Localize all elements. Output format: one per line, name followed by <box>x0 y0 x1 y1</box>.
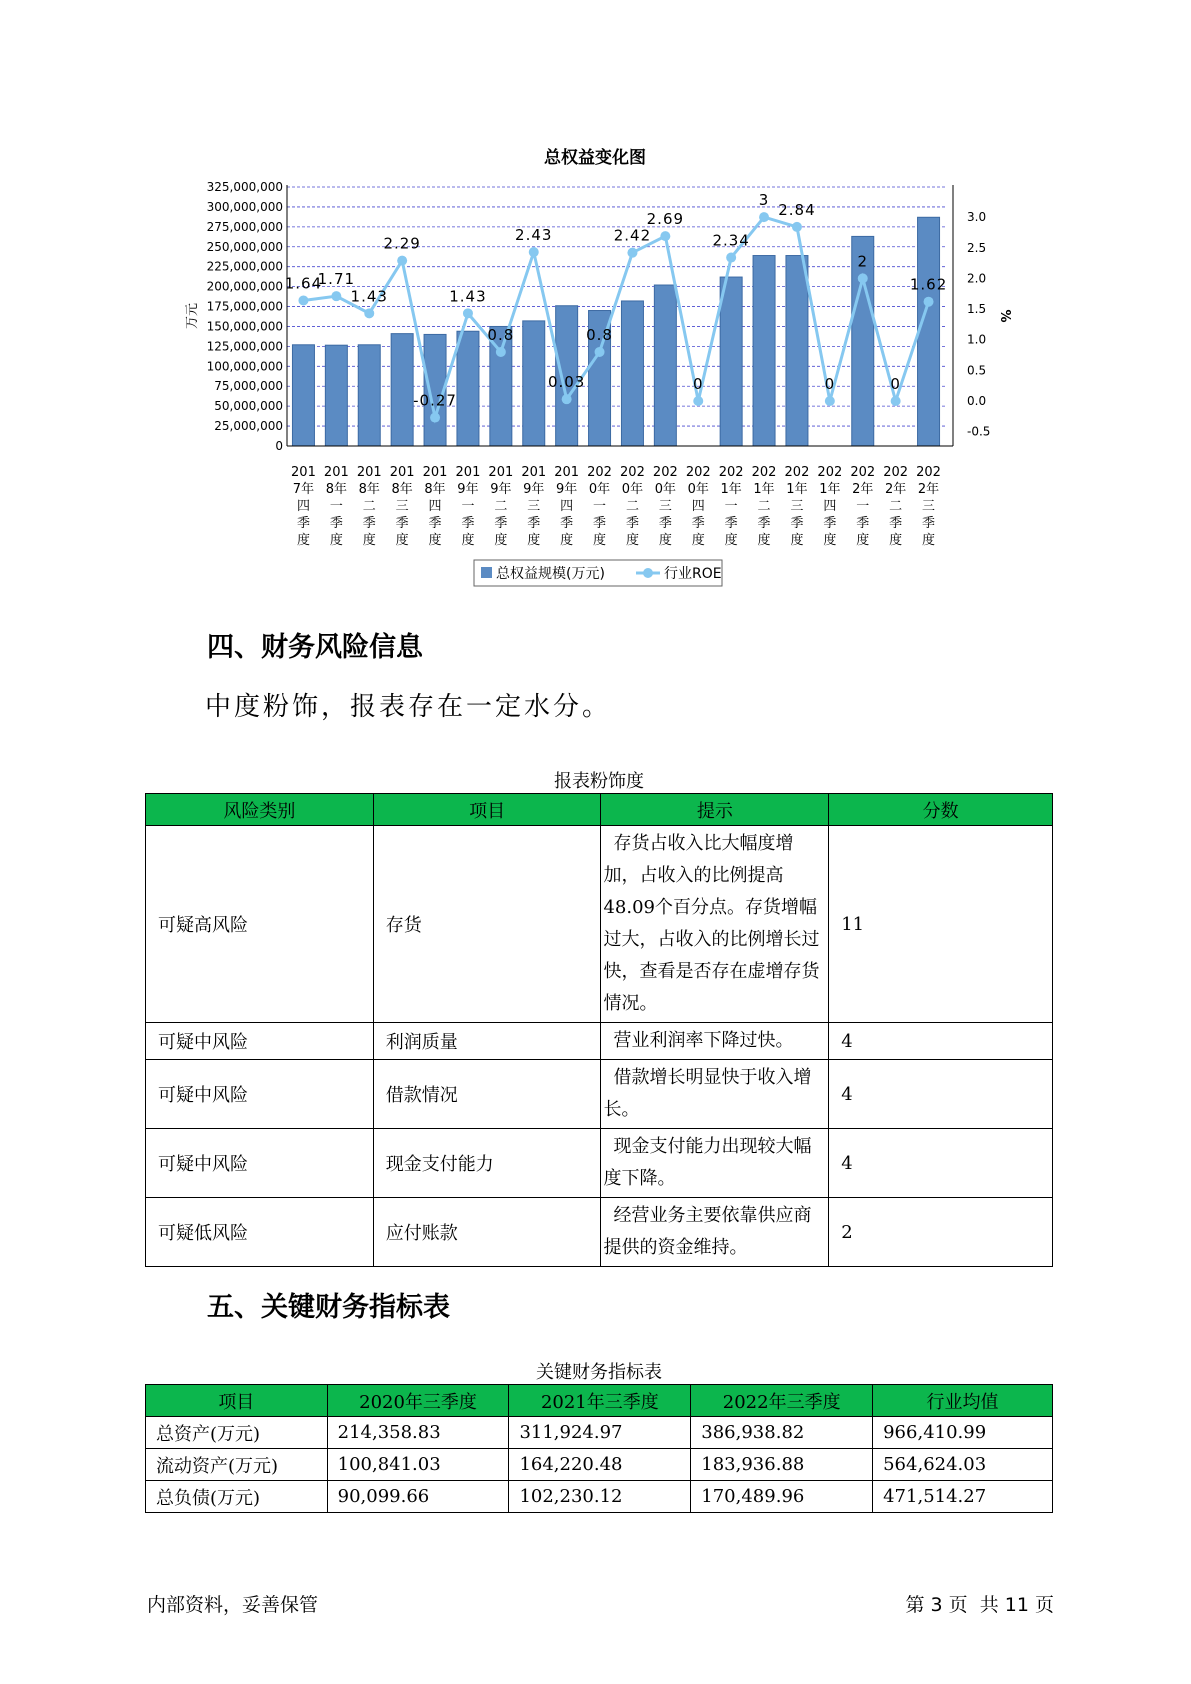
bar <box>358 345 380 446</box>
roe-data-label: 2.84 <box>778 200 816 219</box>
col-header: 风险类别 <box>146 794 374 826</box>
roe-point <box>660 231 670 241</box>
bar <box>720 277 742 446</box>
risk-item: 现金支付能力 <box>373 1129 601 1198</box>
risk-category: 可疑高风险 <box>146 826 374 1023</box>
table-row <box>146 1481 1053 1513</box>
roe-point <box>693 396 703 406</box>
x-tick-label: 202 1年二季度 <box>751 465 777 548</box>
y2-axis-title: % <box>997 309 1012 323</box>
risk-tip: 存货占收入比大幅度增加，占收入的比例提高48.09个百分点。存货增幅过大，占收入的比例增长过快，查看是否存在虚增存货情况。 <box>601 826 829 1023</box>
roe-data-label: 0 <box>890 375 901 393</box>
roe-data-label: 1.71 <box>317 270 356 289</box>
col-header: 2021年三季度 <box>509 1385 691 1417</box>
roe-data-label: 2.42 <box>613 226 652 245</box>
risk-score: 4 <box>829 1060 1053 1129</box>
roe-data-label: 0.8 <box>586 325 613 344</box>
table-cell: 966,410.99 <box>873 1417 1053 1449</box>
equity-chart <box>0 0 1191 600</box>
x-tick-label: 201 8年三季度 <box>389 465 415 548</box>
roe-point <box>430 413 440 423</box>
roe-point <box>825 396 835 406</box>
x-tick-label: 202 2年三季度 <box>916 465 941 548</box>
roe-data-label: 0 <box>824 375 836 393</box>
table-row <box>146 1060 1053 1129</box>
fin-table <box>145 1384 1053 1513</box>
x-tick-label: 201 9年二季度 <box>488 465 514 548</box>
col-header: 提示 <box>601 794 829 826</box>
risk-table <box>145 793 1053 1267</box>
x-tick-label: 202 0年二季度 <box>620 465 645 548</box>
table-row <box>146 1198 1053 1267</box>
table-row <box>146 1023 1053 1060</box>
x-tick-label: 202 2年二季度 <box>883 465 909 548</box>
table-cell: 100,841.03 <box>327 1449 509 1481</box>
table-row <box>146 826 1053 1023</box>
y-tick-label: 275,000,000 <box>206 219 283 234</box>
y-tick-label: 25,000,000 <box>214 419 283 434</box>
y-tick-label: 100,000,000 <box>206 359 283 374</box>
col-header: 2020年三季度 <box>327 1385 509 1417</box>
risk-table-header <box>146 794 1053 826</box>
x-tick-label: 202 1年一季度 <box>718 465 744 548</box>
bar <box>753 256 775 446</box>
roe-data-label: 0.03 <box>547 373 586 392</box>
risk-tip: 营业利润率下降过快。 <box>601 1023 829 1060</box>
roe-point <box>364 308 374 318</box>
risk-summary: 中度粉饰，报表存在一定水分。 <box>205 692 612 722</box>
table-cell: 564,624.03 <box>873 1449 1053 1481</box>
bar <box>325 345 347 446</box>
x-tick-label: 201 8年一季度 <box>323 465 349 548</box>
risk-score: 11 <box>829 826 1053 1023</box>
bar <box>786 256 808 446</box>
risk-category: 可疑中风险 <box>146 1129 374 1198</box>
y2-tick-label: 1.0 <box>967 332 987 347</box>
y-tick-label: 250,000,000 <box>206 239 283 254</box>
bar <box>918 217 940 446</box>
risk-item: 利润质量 <box>373 1023 601 1060</box>
y-tick-label: 0 <box>275 439 283 453</box>
legend-label: 总权益规模(万元) <box>496 566 605 582</box>
y2-tick-label: 3.0 <box>967 210 987 225</box>
x-tick-label: 202 0年四季度 <box>685 465 711 548</box>
table-cell: 总资产(万元) <box>146 1417 328 1449</box>
legend-bar-swatch <box>481 567 492 578</box>
x-tick-label: 202 1年四季度 <box>817 465 843 548</box>
y-tick-label: 175,000,000 <box>206 299 283 314</box>
y2-tick-label: 2.0 <box>967 271 987 286</box>
roe-data-label: 2.69 <box>646 210 685 229</box>
roe-data-label: 1.62 <box>909 275 948 294</box>
x-tick-label: 201 9年一季度 <box>455 465 481 548</box>
table-cell: 流动资产(万元) <box>146 1449 328 1481</box>
roe-point <box>891 396 901 406</box>
section5-heading: 五、关键财务指标表 <box>207 1292 450 1323</box>
roe-data-label: 2 <box>857 252 869 271</box>
x-tick-label: 202 0年三季度 <box>652 465 678 548</box>
table-cell: 386,938.82 <box>691 1417 873 1449</box>
roe-data-label: 1.43 <box>350 287 388 306</box>
y-tick-label: 50,000,000 <box>214 399 283 414</box>
roe-data-label: 0 <box>692 375 704 393</box>
x-tick-label: 201 8年四季度 <box>422 465 448 548</box>
x-tick-label: 202 2年一季度 <box>850 465 876 548</box>
roe-data-label: -0.27 <box>413 391 457 410</box>
y-tick-label: 150,000,000 <box>206 319 283 334</box>
roe-data-label: 2.29 <box>383 234 421 253</box>
roe-point <box>331 291 341 301</box>
roe-point <box>529 247 539 257</box>
roe-point <box>496 347 506 357</box>
col-header: 行业均值 <box>873 1385 1053 1417</box>
section4-heading: 四、财务风险信息 <box>207 632 423 663</box>
legend-line-marker <box>643 568 653 578</box>
x-tick-label: 202 1年三季度 <box>784 465 810 548</box>
roe-point <box>792 222 802 232</box>
y-tick-label: 225,000,000 <box>206 259 283 274</box>
roe-point <box>298 295 308 305</box>
chart-title: 总权益变化图 <box>544 148 646 168</box>
roe-point <box>759 212 769 222</box>
roe-data-label: 0.8 <box>487 325 515 344</box>
table-cell: 总负债(万元) <box>146 1481 328 1513</box>
y-axis-title: 万元 <box>185 302 200 330</box>
table-cell: 183,936.88 <box>691 1449 873 1481</box>
risk-category: 可疑中风险 <box>146 1060 374 1129</box>
risk-category: 可疑中风险 <box>146 1023 374 1060</box>
roe-point <box>463 308 473 318</box>
table-cell: 164,220.48 <box>509 1449 691 1481</box>
footer-page-number: 第 3 页 共 11 页 <box>905 1594 1054 1616</box>
roe-data-label: 1.43 <box>449 287 487 306</box>
risk-item: 存货 <box>373 826 601 1023</box>
bar <box>621 301 643 446</box>
y2-tick-label: 0.5 <box>967 363 987 378</box>
fin-table-header <box>146 1385 1053 1417</box>
x-tick-label: 201 7年四季度 <box>291 465 316 548</box>
table-cell: 214,358.83 <box>327 1417 509 1449</box>
x-tick-label: 201 9年四季度 <box>554 465 580 548</box>
col-header: 项目 <box>146 1385 328 1417</box>
roe-data-label: 1.64 <box>284 274 323 293</box>
risk-table-title: 报表粉饰度 <box>554 771 644 792</box>
bar <box>457 331 479 446</box>
y2-tick-label: 0.0 <box>967 394 987 408</box>
y2-tick-label: 2.5 <box>967 240 987 255</box>
bar <box>523 321 545 446</box>
risk-score: 2 <box>829 1198 1053 1267</box>
x-tick-label: 201 9年三季度 <box>521 465 547 548</box>
roe-point <box>595 347 605 357</box>
legend-label: 行业ROE <box>664 566 722 582</box>
risk-score: 4 <box>829 1023 1053 1060</box>
roe-point <box>726 253 736 263</box>
y-tick-label: 325,000,000 <box>206 180 283 194</box>
roe-point <box>858 273 868 283</box>
x-tick-label: 201 8年二季度 <box>356 465 382 548</box>
bar <box>391 334 413 446</box>
table-row <box>146 1417 1053 1449</box>
risk-category: 可疑低风险 <box>146 1198 374 1267</box>
col-header: 项目 <box>373 794 601 826</box>
risk-tip: 经营业务主要依靠供应商提供的资金维持。 <box>601 1198 829 1267</box>
risk-tip: 现金支付能力出现较大幅度下降。 <box>601 1129 829 1198</box>
roe-data-label: 3 <box>758 191 770 210</box>
y2-tick-label: 1.5 <box>967 302 987 317</box>
table-cell: 311,924.97 <box>509 1417 691 1449</box>
risk-score: 4 <box>829 1129 1053 1198</box>
fin-table-title: 关键财务指标表 <box>536 1362 662 1383</box>
roe-point <box>627 248 637 258</box>
y-tick-label: 300,000,000 <box>206 199 283 214</box>
y2-tick-label: -0.5 <box>967 424 991 439</box>
bar <box>654 285 676 446</box>
roe-point <box>562 394 572 404</box>
col-header: 分数 <box>829 794 1053 826</box>
y-tick-label: 75,000,000 <box>214 379 283 394</box>
risk-tip: 借款增长明显快于收入增长。 <box>601 1060 829 1129</box>
risk-item: 应付账款 <box>373 1198 601 1267</box>
table-row <box>146 1129 1053 1198</box>
roe-data-label: 2.43 <box>515 226 553 245</box>
col-header: 2022年三季度 <box>691 1385 873 1417</box>
y-tick-label: 125,000,000 <box>206 339 283 354</box>
risk-item: 借款情况 <box>373 1060 601 1129</box>
roe-point <box>397 256 407 266</box>
table-cell: 170,489.96 <box>691 1481 873 1513</box>
y-tick-label: 200,000,000 <box>206 279 283 294</box>
x-tick-label: 202 0年一季度 <box>587 465 612 548</box>
roe-data-label: 2.34 <box>712 231 750 250</box>
footer-confidential: 内部资料，妥善保管 <box>147 1594 319 1616</box>
table-row <box>146 1449 1053 1481</box>
table-cell: 90,099.66 <box>327 1481 509 1513</box>
table-cell: 471,514.27 <box>873 1481 1053 1513</box>
roe-point <box>924 297 934 307</box>
bar <box>292 345 314 446</box>
table-cell: 102,230.12 <box>509 1481 691 1513</box>
